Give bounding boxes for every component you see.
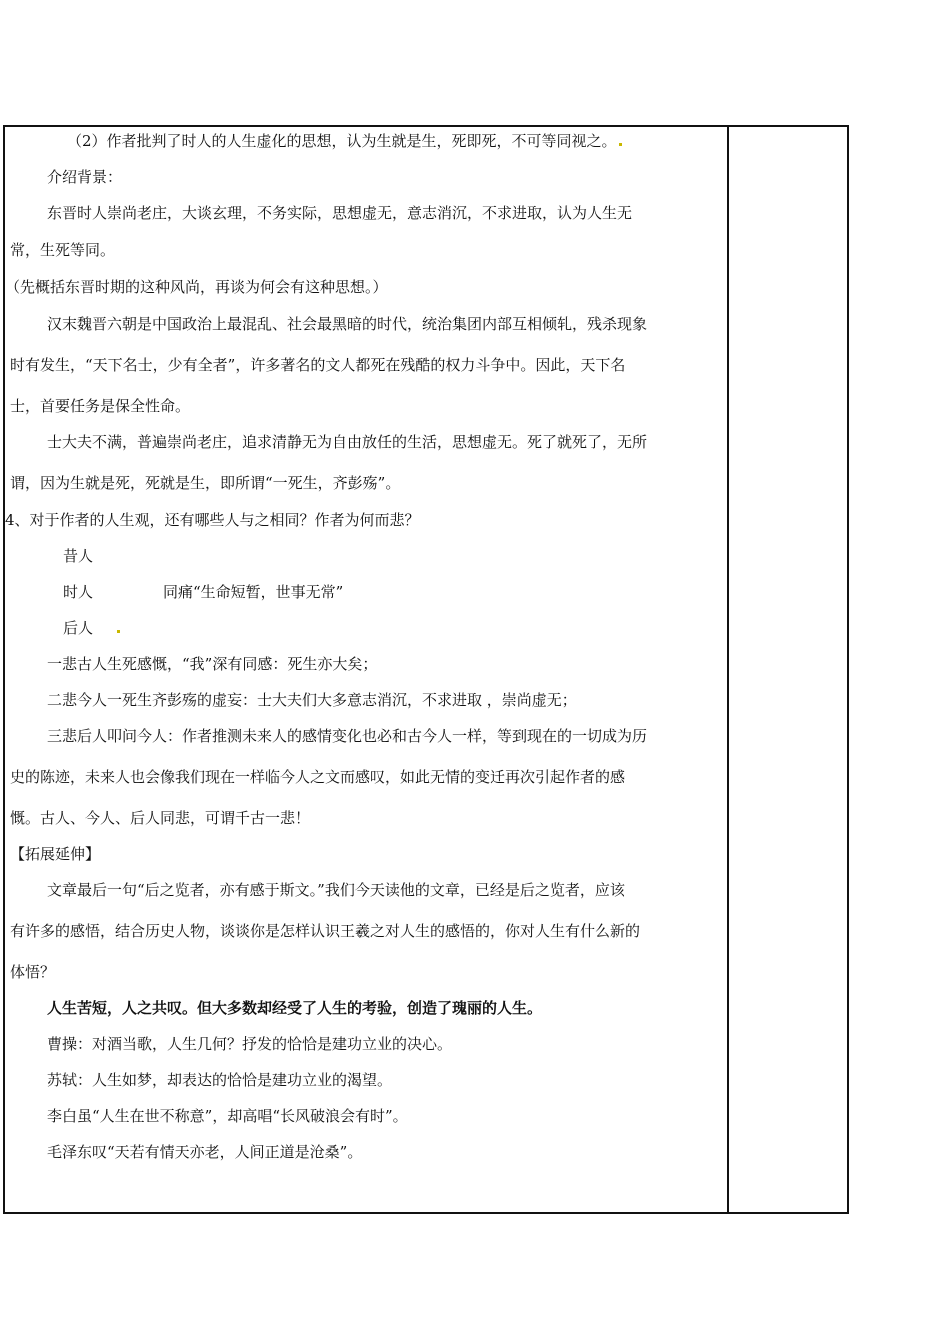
text-line: 时人 — [63, 583, 94, 601]
text-line: 昔人 — [63, 547, 94, 565]
text-line: 士，首要任务是保全性命。 — [10, 397, 191, 415]
text-line: （2）作者批判了时人的人生虚化的思想，认为生就是生，死即死，不可等同视之。 — [67, 130, 622, 152]
marker-dot — [117, 630, 120, 633]
text-line: 毛泽东叹“天若有情天亦老，人间正道是沧桑”。 — [47, 1143, 363, 1161]
text-line: 李白虽“人生在世不称意”，却高唱“长风破浪会有时”。 — [47, 1107, 408, 1125]
text-line: 二悲今人一死生齐彭殇的虚妄：士大夫们大多意志消沉，不求进取 ，崇尚虚无； — [47, 691, 577, 709]
section-heading: 【拓展延伸】 — [10, 845, 101, 863]
marker-dot — [619, 143, 622, 146]
text-line: 介绍背景： — [47, 168, 123, 186]
bold-statement: 人生苦短，人之共叹。但大多数却经受了人生的考验，创造了瑰丽的人生。 — [47, 999, 543, 1017]
column-divider — [727, 125, 729, 1214]
text-line: 谓，因为生就是死，死就是生，即所谓“一死生，齐彭殇”。 — [10, 474, 401, 492]
text-line: 汉末魏晋六朝是中国政治上最混乱、社会最黑暗的时代，统治集团内部互相倾轧，残杀现象 — [47, 315, 648, 333]
text-line: 慨。古人、今人、后人同悲，可谓千古一悲！ — [10, 809, 311, 827]
text-line: 有许多的感悟，结合历史人物，谈谈你是怎样认识王羲之对人生的感悟的，你对人生有什么新的 — [10, 922, 641, 940]
text-line: 一悲古人生死感慨，“我”深有同感：死生亦大矣； — [47, 655, 378, 673]
text-line: 文章最后一句“后之览者，亦有感于斯文。”我们今天读他的文章，已经是后之览者，应该 — [47, 881, 625, 899]
text-line: 苏轼：人生如梦，却表达的恰恰是建功立业的渴望。 — [47, 1071, 393, 1089]
text-line: 时有发生，“天下名士，少有全者”，许多著名的文人都死在残酷的权力斗争中。因此，天下名 — [10, 356, 626, 374]
text-line: 曹操：对酒当歌，人生几何？抒发的恰恰是建功立业的决心。 — [47, 1035, 453, 1053]
text-line: 常，生死等同。 — [10, 241, 116, 259]
question-heading: 4、对于作者的人生观，还有哪些人与之相同？作者为何而悲？ — [5, 511, 420, 529]
text-line: （先概括东晋时期的这种风尚，再谈为何会有这种思想。） — [5, 278, 388, 296]
text-line: 同痛“生命短暂，世事无常” — [163, 583, 344, 601]
text-line: 三悲后人叩问今人：作者推测未来人的感情变化也必和古今人一样，等到现在的一切成为历 — [47, 727, 648, 745]
text-line: 东晋时人崇尚老庄，大谈玄理，不务实际，思想虚无，意志消沉，不求进取，认为人生无 — [47, 204, 633, 222]
text-line: 体悟？ — [10, 963, 56, 981]
text-line: 史的陈迹，未来人也会像我们现在一样临今人之文而感叹，如此无情的变迁再次引起作者的感 — [10, 768, 626, 786]
text-line: 后人 — [63, 617, 120, 639]
text-line: 士大夫不满，普遍崇尚老庄，追求清静无为自由放任的生活，思想虚无。死了就死了，无所 — [47, 433, 648, 451]
